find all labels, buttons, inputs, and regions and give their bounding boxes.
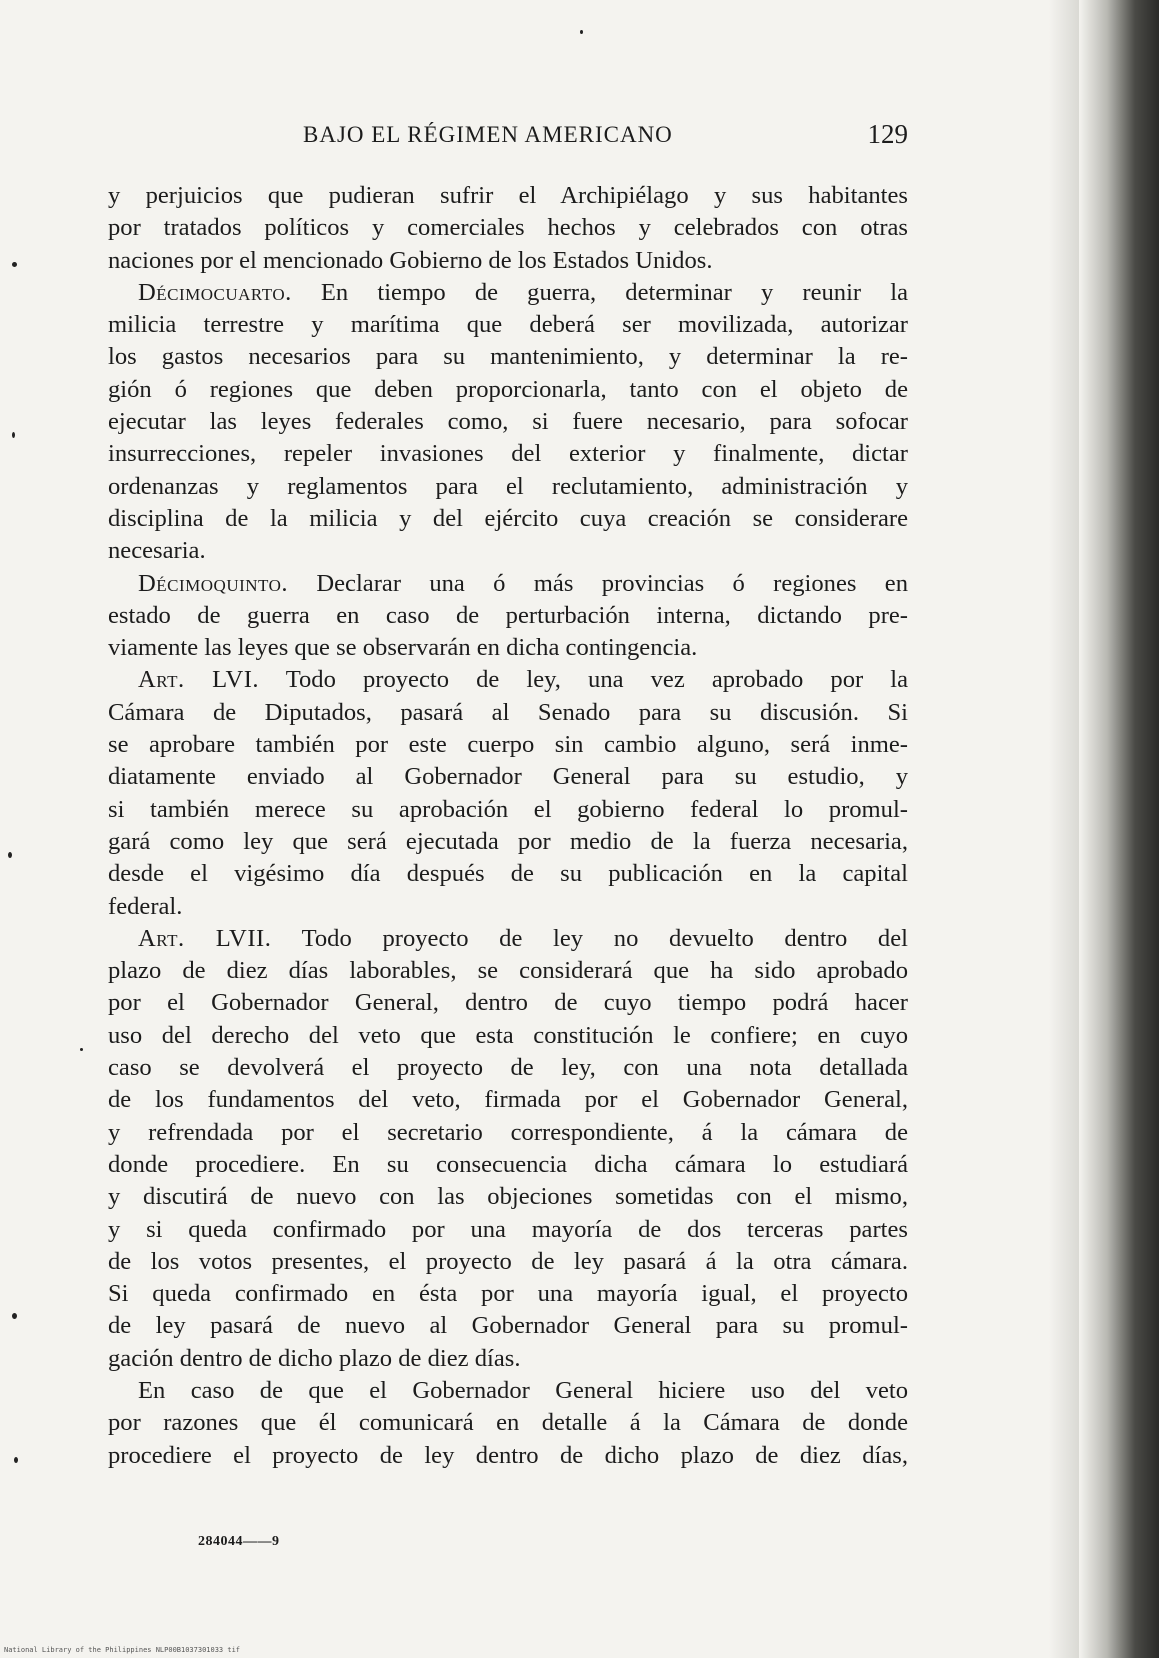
paragraph-first-line: En caso de que el Gobernador General hiciere uso del veto bbox=[138, 1376, 908, 1404]
scan-speck bbox=[8, 852, 12, 858]
text-line: necesaria. bbox=[108, 537, 206, 565]
text-line: de ley pasará de nuevo al Gobernador General para su promul- bbox=[108, 1312, 908, 1340]
text-line: donde procediere. En su consecuencia dicha cámara lo estudiará bbox=[108, 1150, 908, 1178]
text-line: y si queda confirmado por una mayoría de dos terceras partes bbox=[108, 1215, 908, 1243]
text-line: federal. bbox=[108, 892, 183, 920]
page-number: 129 bbox=[867, 119, 908, 149]
text-line: milicia terrestre y marítima que deberá ser movilizada, autorizar bbox=[108, 311, 908, 339]
text-line: diatamente enviado al Gobernador General para su estudio, y bbox=[108, 763, 908, 791]
text-line: plazo de diez días laborables, se considerará que ha sido aprobado bbox=[108, 957, 908, 985]
text-line: los gastos necesarios para su mantenimiento, y determinar la re- bbox=[108, 343, 908, 371]
running-head: BAJO EL RÉGIMEN AMERICANO bbox=[303, 122, 673, 147]
scan-speck bbox=[580, 30, 583, 34]
text-line: de los votos presentes, el proyecto de ley pasará á la otra cámara. bbox=[108, 1247, 908, 1275]
text-line: caso se devolverá el proyecto de ley, con una nota detallada bbox=[108, 1054, 908, 1082]
scan-speck bbox=[80, 1048, 83, 1051]
article-lead: Art. LVII. bbox=[138, 924, 272, 952]
text-line: de los fundamentos del veto, firmada por el Gobernador General, bbox=[108, 1086, 908, 1114]
text-line: gión ó regiones que deben proporcionarla, tanto con el objeto de bbox=[108, 375, 908, 403]
text-line: viamente las leyes que se observarán en dicha contingencia. bbox=[108, 634, 698, 662]
text-line: por razones que él comunicará en detalle á la Cámara de donde bbox=[108, 1409, 908, 1437]
text-line: por tratados políticos y comerciales hechos y celebrados con otras bbox=[108, 214, 908, 242]
paragraph-first-line bbox=[108, 277, 908, 309]
text-line: En tiempo de guerra, determinar y reunir la bbox=[291, 278, 908, 306]
text-line: Todo proyecto de ley, una vez aprobado por la bbox=[259, 666, 909, 694]
text-line: naciones por el mencionado Gobierno de los Estados Unidos. bbox=[108, 246, 713, 274]
text-line: y discutirá de nuevo con las objeciones sometidas con el mismo, bbox=[108, 1183, 908, 1211]
text-line: gará como ley que será ejecutada por medio de la fuerza necesaria, bbox=[108, 827, 908, 855]
text-line: ejecutar las leyes federales como, si fuere necesario, para sofocar bbox=[108, 408, 908, 436]
text-line: insurrecciones, repeler invasiones del exterior y finalmente, dictar bbox=[108, 440, 908, 468]
text-line: desde el vigésimo día después de su publicación en la capital bbox=[108, 860, 908, 888]
scan-speck bbox=[12, 262, 17, 267]
scan-footer-note: National Library of the Philippines NLP00B1037301033 tif bbox=[4, 1646, 241, 1654]
text-line: disciplina de la milicia y del ejército cuya creación se considerare bbox=[108, 504, 908, 532]
scan-speck bbox=[12, 1313, 17, 1319]
body-text bbox=[108, 180, 908, 1472]
text-line: ordenanzas y reglamentos para el reclutamiento, administración y bbox=[108, 472, 908, 500]
scan-speck bbox=[12, 432, 15, 438]
text-line: si también merece su aprobación el gobierno federal lo promul- bbox=[108, 795, 908, 823]
text-line: Todo proyecto de ley no devuelto dentro del bbox=[271, 924, 908, 952]
article-lead: Art. LVI. bbox=[138, 666, 260, 694]
text-line: procediere el proyecto de ley dentro de dicho plazo de diez días, bbox=[108, 1441, 908, 1469]
text-line: por el Gobernador General, dentro de cuyo tiempo podrá hacer bbox=[108, 989, 908, 1017]
signature-mark: 284044——9 bbox=[198, 1534, 280, 1549]
page-gutter-shadow bbox=[1079, 0, 1159, 1658]
page-header bbox=[108, 119, 908, 158]
text-line: Si queda confirmado en ésta por una mayoría igual, el proyecto bbox=[108, 1280, 908, 1308]
text-line: se aprobare también por este cuerpo sin cambio alguno, será inme- bbox=[108, 731, 908, 759]
text-line: gación dentro de dicho plazo de diez días. bbox=[108, 1344, 521, 1372]
text-line: y refrendada por el secretario correspondiente, á la cámara de bbox=[108, 1118, 908, 1146]
text-line: Cámara de Diputados, pasará al Senado para su discusión. Si bbox=[108, 698, 908, 726]
text-line: y perjuicios que pudieran sufrir el Archipiélago y sus habitantes bbox=[108, 182, 908, 209]
paragraph-first-line bbox=[108, 568, 908, 600]
text-line: uso del derecho del veto que esta constitución le confiere; en cuyo bbox=[108, 1021, 908, 1049]
paragraph-first-line bbox=[108, 923, 908, 955]
scan-speck bbox=[14, 1457, 18, 1463]
paragraph-lead: Décimocuarto. bbox=[138, 278, 292, 306]
paragraph-lead: Décimoquinto. bbox=[138, 569, 289, 597]
text-line: estado de guerra en caso de perturbación interna, dictando pre- bbox=[108, 601, 908, 629]
text-line: Declarar una ó más provincias ó regiones en bbox=[288, 569, 908, 597]
paragraph-first-line bbox=[108, 664, 908, 696]
